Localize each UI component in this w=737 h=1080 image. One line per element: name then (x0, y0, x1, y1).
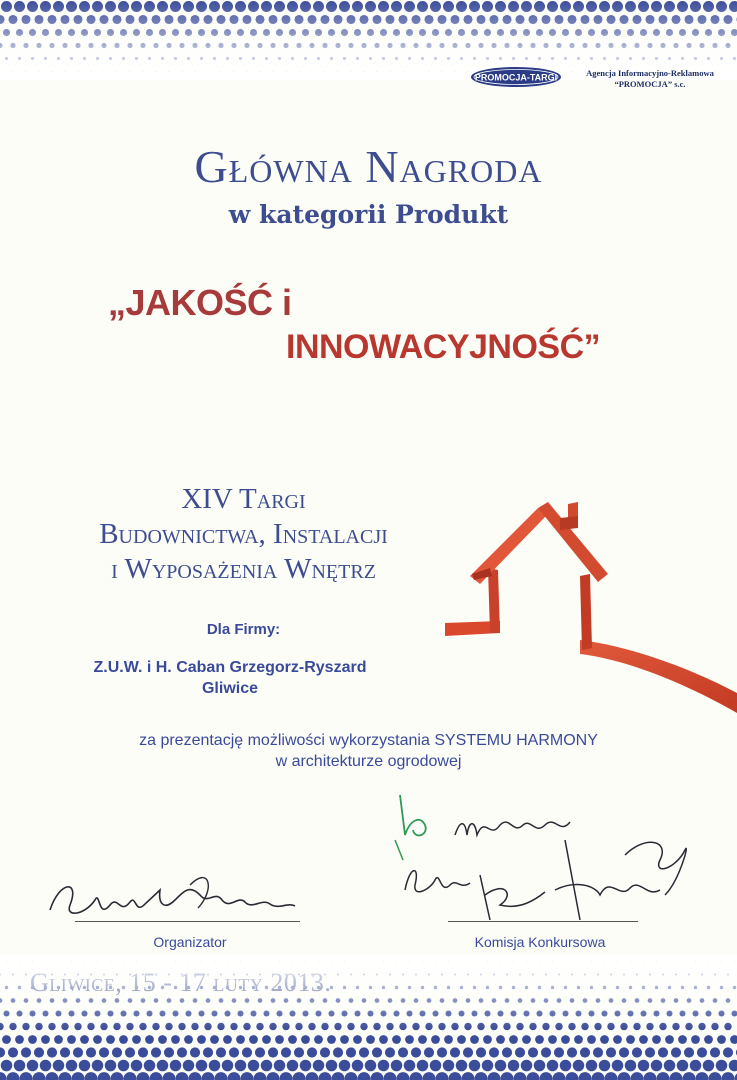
organizer-signature-line (75, 921, 300, 922)
promocja-targi-logo (470, 66, 562, 88)
recipient (0, 657, 460, 699)
award-title: Główna Nagroda (194, 141, 543, 192)
house-ribbon-graphic (430, 488, 737, 728)
agency-line-2: “PROMOCJA” s.c. (614, 79, 686, 89)
fair-line-2: Budownictwa, Instalacji (99, 518, 388, 550)
organizer-signature (40, 860, 310, 930)
fair-line-1: XIV Targi (181, 483, 306, 515)
fair-name (0, 482, 487, 587)
agency-name (570, 68, 730, 90)
recipient-company: Z.U.W. i H. Caban Grzegorz-Ryszard (93, 659, 367, 676)
committee-signatures (385, 780, 715, 940)
award-category: w kategorii Produkt (228, 200, 509, 229)
logo-text: PROMOCJA-TARGI (474, 72, 558, 83)
agency-line-1: Agencja Informacyjno-Reklamowa (586, 68, 714, 78)
committee-label: Komisja Konkursowa (474, 934, 606, 950)
committee-signature-line (448, 921, 638, 922)
recipient-city: Gliwice (201, 680, 259, 697)
recipient-label: Dla Firmy: (206, 621, 281, 638)
award-quote-line-2: INNOWACYJNOŚĆ” (286, 328, 601, 366)
fair-line-3: i Wyposażenia Wnętrz (111, 553, 376, 585)
reason-line-1: za prezentację możliwości wykorzystania SYSTEMU HARMONY (139, 732, 598, 749)
organizer-label: Organizator (153, 934, 227, 950)
award-quote-line-1: „JAKOŚĆ i (108, 282, 292, 323)
award-reason (0, 730, 737, 772)
reason-line-2: w architekturze ogrodowej (275, 753, 462, 770)
bottom-dot-pattern (0, 955, 737, 1080)
